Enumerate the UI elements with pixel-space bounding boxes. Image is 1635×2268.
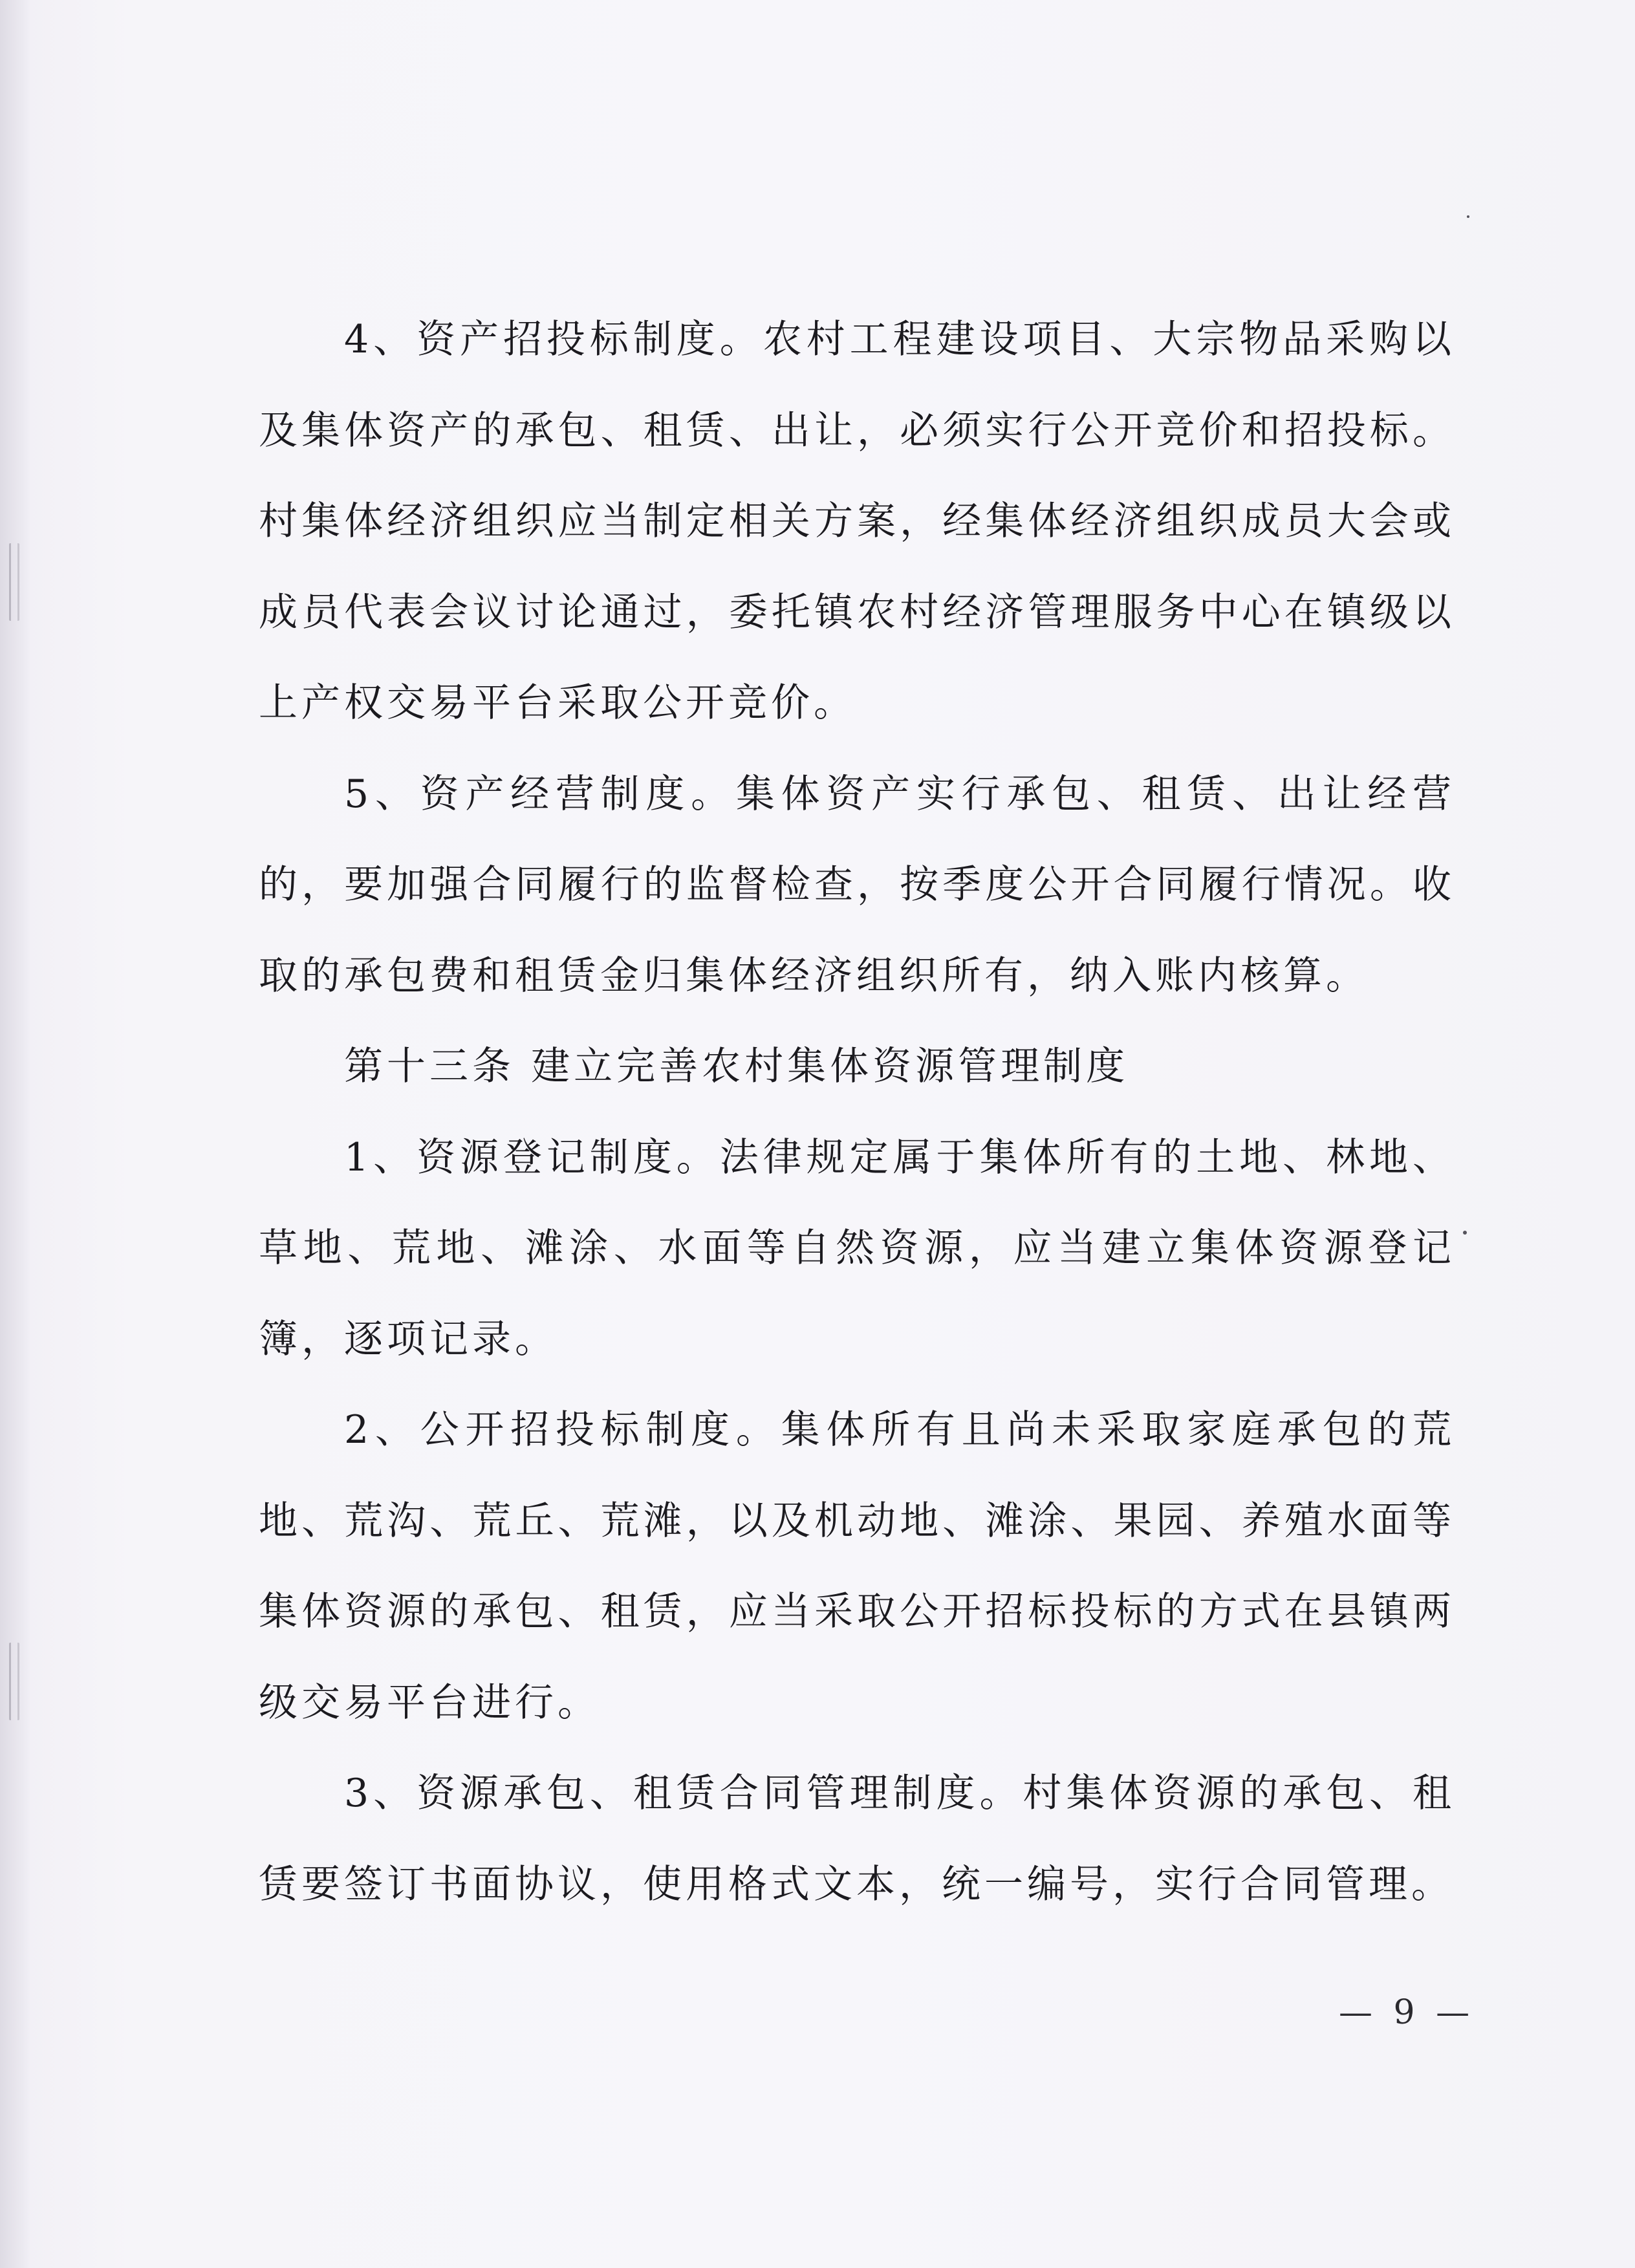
binding-edge xyxy=(0,0,31,2268)
paragraph-asset-bidding: 4、资产招投标制度。农村工程建设项目、大宗物品采购以及集体资产的承包、租赁、出让，必须实行公开竞价和招投标。村集体经济组织应当制定相关方案，经集体经济组织成员大会或成员代表会议讨论通过，委托镇农村经济管理服务中心在镇级以上产权交易平台采取公开竞价。 xyxy=(259,317,1455,726)
staple-top xyxy=(9,543,19,621)
section-heading: 第十三条 建立完善农村集体资源管理制度 xyxy=(344,1044,1129,1089)
paragraph-asset-operation: 5、资产经营制度。集体资产实行承包、租赁、出让经营的，要加强合同履行的监督检查，按季度公开合同履行情况。收取的承包费和租赁金归集体经济组织所有，纳入账内核算。 xyxy=(259,771,1455,999)
paragraph-resource-registration: 1、资源登记制度。法律规定属于集体所有的土地、林地、草地、荒地、滩涂、水面等自然资源，应当建立集体资源登记簿，逐项记录。 xyxy=(259,1134,1455,1362)
document-body xyxy=(259,294,1455,1930)
staple-bottom xyxy=(9,1643,19,1720)
paragraph-contract-management: 3、资源承包、租赁合同管理制度。村集体资源的承包、租赁要签订书面协议，使用格式文本，统一编号，实行合同管理。 xyxy=(259,1771,1455,1907)
page-number: — 9 — xyxy=(1339,1993,1475,2032)
paragraph-public-bidding: 2、公开招投标制度。集体所有且尚未采取家庭承包的荒地、荒沟、荒丘、荒滩，以及机动地、滩涂、果园、养殖水面等集体资源的承包、租赁，应当采取公开招标投标的方式在县镇两级交易平台进行。 xyxy=(259,1407,1455,1725)
scan-speck xyxy=(1467,215,1469,218)
scan-speck xyxy=(1463,1231,1467,1235)
